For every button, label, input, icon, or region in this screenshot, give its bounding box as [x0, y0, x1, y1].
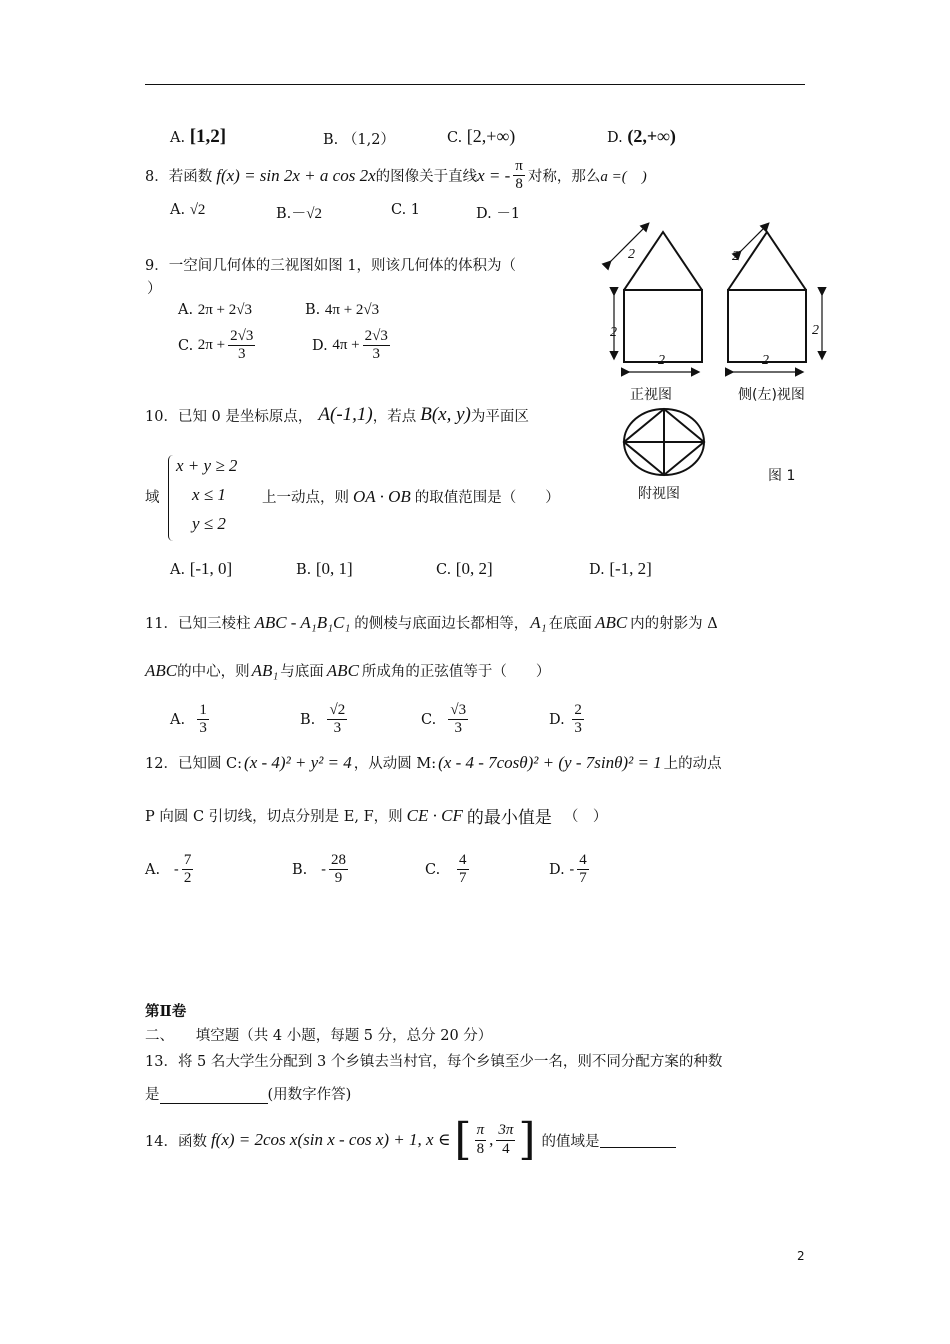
- question-9: 9．一空间几何体的三视图如图 1，则该几何体的体积为（: [145, 258, 517, 274]
- question-13-line-1: 13．将 5 名大学生分配到 3 个乡镇去当村官，每个乡镇至少一名，则不同分配方案的种数: [145, 1054, 723, 1070]
- q11-option-d: D. $\frac{2}{3}$: [549, 702, 582, 737]
- figure-three-views: [600, 212, 840, 502]
- ineq-3: y ≤ 2: [192, 514, 226, 533]
- q7-option-c: C. [2,+∞): [447, 126, 516, 146]
- top-view-label: 附视图: [638, 486, 680, 502]
- dim-label: 2: [762, 353, 769, 368]
- q11-option-c: C. $\frac{√3}{3}$: [421, 702, 467, 737]
- q10-option-b: B. [0, 1]: [296, 559, 353, 578]
- top-view: [624, 409, 704, 475]
- section-heading: 二、 填空题（共 4 小题，每题 5 分，总分 20 分）: [145, 1028, 493, 1044]
- q10-region-prefix: 域: [145, 490, 160, 506]
- question-8: 8．若函数 f(x) = sin 2x + a cos 2x 的图像关于直线 x = - $\frac{\pi}{8}$ 对称，那么 a =( ): [145, 158, 647, 193]
- ineq-2: x ≤ 1: [192, 485, 226, 504]
- front-view: [624, 232, 702, 362]
- q7-option-b: B. （1,2）: [323, 132, 395, 148]
- question-11-line-1: 11．已知三棱柱 ABC - A₁B₁C₁ 的侧棱与底面边长都相等， A₁ 在底面 ABC 内的射影为 Δ: [145, 612, 718, 632]
- q8-option-a: A. √2: [170, 202, 206, 218]
- dim-label: 2: [732, 249, 739, 264]
- q11-option-b: B. $\frac{√2}{3}$: [300, 702, 346, 737]
- q9-option-a: A. 2π + 2√3: [178, 302, 252, 318]
- q8-option-b: B.－√2: [276, 206, 322, 222]
- question-10: 10．已知 0 是坐标原点， A(-1,1) ，若点 B(x, y) 为平面区: [145, 404, 529, 425]
- front-view-label: 正视图: [630, 387, 672, 403]
- q9-option-d: D. 4π + $\frac{2√3}{3}$: [312, 328, 388, 363]
- dim-label: 2: [610, 325, 617, 340]
- q9-option-b: B. 4π + 2√3: [305, 302, 380, 318]
- q9-option-c: C. 2π + $\frac{2√3}{3}$: [178, 328, 254, 363]
- question-12-line-1: 12．已知圆 C: (x - 4)² + y² = 4 ，从动圆 M: (x - 4 - 7cosθ)² + (y - 7sinθ)² = 1 上的动点: [145, 752, 722, 772]
- q10-option-a: A. [-1, 0]: [170, 559, 233, 578]
- question-13-line-2: 是 (用数字作答): [145, 1087, 352, 1103]
- bracket-left: [: [454, 1114, 472, 1165]
- q12-option-d: D. - $\frac{4}{7}$: [549, 852, 587, 887]
- question-14: 14．函数 f(x) = 2cos x(sin x - cos x) + 1, x ∈ [ $\frac{\pi}{8}$ , $\frac{3\pi}{4}$ ] 的值域是: [145, 1118, 676, 1162]
- q7-option-a: A. [1,2]: [170, 126, 227, 147]
- q12-option-c: C. $\frac{4}{7}$: [425, 852, 467, 887]
- q10-option-d: D. [-1, 2]: [589, 559, 652, 578]
- q8-option-c: C. 1: [391, 202, 421, 218]
- inequality-brace: [168, 455, 173, 541]
- q8-fraction: $\frac{\pi}{8}$: [515, 158, 523, 193]
- q8-option-d: D. －1: [476, 206, 521, 222]
- question-12-line-2: P 向圆 C 引切线，切点分别是 E, F，则 CE · CF 的最小值是 （ ）: [145, 805, 608, 828]
- part-2-title: 第Ⅱ卷: [145, 1003, 187, 1020]
- figure-caption: 图 1: [768, 468, 796, 484]
- question-11-line-2: ABC 的中心，则 AB₁ 与底面 ABC 所成角的正弦值等于（ ）: [145, 660, 551, 680]
- question-9-end: ）: [147, 281, 162, 297]
- page-number: 2: [797, 1249, 805, 1263]
- q7-option-d: D. (2,+∞): [607, 126, 676, 146]
- q12-option-b: B. - $\frac{28}{9}$: [292, 852, 346, 887]
- q10-option-c: C. [0, 2]: [436, 559, 493, 578]
- answer-blank-14[interactable]: [600, 1133, 676, 1148]
- answer-blank-13[interactable]: [160, 1089, 268, 1104]
- bracket-right: ]: [518, 1114, 536, 1165]
- q11-option-a: A. $\frac{1}{3}$: [170, 702, 207, 737]
- header-rule: [145, 84, 805, 85]
- dim-label: 2: [658, 353, 665, 368]
- dim-label: 2: [628, 247, 635, 262]
- side-view-label: 侧(左)视图: [738, 387, 805, 403]
- dim-label: 2: [812, 323, 819, 338]
- q12-option-a: A. - $\frac{7}{2}$: [145, 852, 192, 887]
- q10-continuation: 上一动点，则 OA · OB 的取值范围是（ ）: [262, 486, 560, 506]
- ineq-1: x + y ≥ 2: [176, 456, 238, 475]
